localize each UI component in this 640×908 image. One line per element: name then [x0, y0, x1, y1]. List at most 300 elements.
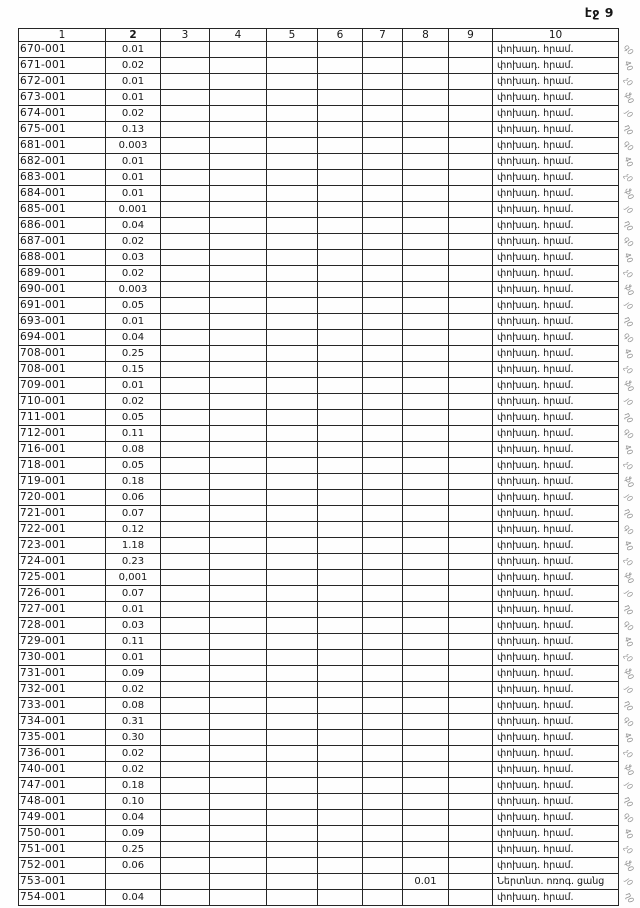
cell-empty-4 — [210, 698, 267, 714]
cell-empty-9 — [449, 714, 493, 730]
cell-empty-9 — [449, 602, 493, 618]
cell-empty-4 — [210, 122, 267, 138]
handwritten-mark: չ0 — [622, 747, 635, 760]
cell-code: 685-001 — [19, 202, 106, 218]
table-row — [19, 842, 639, 858]
cell-note: փոխադ. հրամ. — [493, 378, 619, 394]
cell-empty-4 — [210, 490, 267, 506]
cell-empty-6 — [318, 554, 363, 570]
handwritten-mark: ֆ0 — [622, 282, 636, 297]
cell-note: փոխադ. հրամ. — [493, 858, 619, 874]
cell-value-8 — [403, 138, 449, 154]
cell-empty-3 — [161, 554, 210, 570]
cell-empty-4 — [210, 554, 267, 570]
cell-empty-7 — [363, 858, 403, 874]
cell-empty-7 — [363, 554, 403, 570]
cell-empty-7 — [363, 442, 403, 458]
data-table — [18, 28, 639, 906]
cell-empty-3 — [161, 362, 210, 378]
cell-value-8 — [403, 330, 449, 346]
cell-code: 684-001 — [19, 186, 106, 202]
cell-code: 740-001 — [19, 762, 106, 778]
cell-note: փոխադ. հրամ. — [493, 682, 619, 698]
cell-empty-4 — [210, 650, 267, 666]
cell-empty-7 — [363, 890, 403, 906]
cell-empty-9 — [449, 106, 493, 122]
cell-note: փոխադ. հրամ. — [493, 506, 619, 522]
cell-empty-6 — [318, 202, 363, 218]
cell-value-2: 0.12 — [106, 522, 161, 538]
margin-mark — [619, 442, 639, 458]
cell-empty-5 — [267, 538, 318, 554]
page-number: էջ 9 — [584, 5, 614, 20]
cell-empty-6 — [318, 154, 363, 170]
handwritten-mark: յ0 — [623, 588, 635, 600]
cell-note: փոխադ. հրամ. — [493, 554, 619, 570]
cell-empty-5 — [267, 810, 318, 826]
cell-empty-3 — [161, 170, 210, 186]
cell-empty-9 — [449, 762, 493, 778]
cell-note: փոխադ. հրամ. — [493, 698, 619, 714]
table-row — [19, 218, 639, 234]
margin-mark — [619, 490, 639, 506]
cell-value-8 — [403, 810, 449, 826]
cell-empty-7 — [363, 778, 403, 794]
cell-value-2 — [106, 874, 161, 890]
cell-empty-3 — [161, 874, 210, 890]
margin-mark — [619, 186, 639, 202]
cell-empty-9 — [449, 522, 493, 538]
margin-mark — [619, 474, 639, 490]
cell-note: փոխադ. հրամ. — [493, 90, 619, 106]
cell-empty-3 — [161, 106, 210, 122]
cell-value-8 — [403, 298, 449, 314]
cell-value-8 — [403, 490, 449, 506]
table-row — [19, 282, 639, 298]
cell-note: փոխադ. հրամ. — [493, 602, 619, 618]
cell-empty-7 — [363, 826, 403, 842]
cell-empty-5 — [267, 586, 318, 602]
cell-value-8 — [403, 170, 449, 186]
cell-empty-4 — [210, 890, 267, 906]
cell-note: փոխադ. հրամ. — [493, 842, 619, 858]
cell-value-8 — [403, 394, 449, 410]
cell-empty-3 — [161, 490, 210, 506]
handwritten-mark: 40 — [622, 443, 636, 457]
margin-mark — [619, 170, 639, 186]
cell-empty-4 — [210, 202, 267, 218]
cell-empty-6 — [318, 90, 363, 106]
cell-note: փոխադ. հրամ. — [493, 58, 619, 74]
column-header: 10 — [493, 29, 619, 42]
cell-value-2: 0.02 — [106, 58, 161, 74]
cell-value-2: 0.01 — [106, 154, 161, 170]
cell-value-8 — [403, 666, 449, 682]
cell-value-8 — [403, 506, 449, 522]
handwritten-mark: յ0 — [623, 684, 635, 696]
cell-empty-6 — [318, 826, 363, 842]
cell-code: 727-001 — [19, 602, 106, 618]
cell-empty-6 — [318, 698, 363, 714]
cell-empty-3 — [161, 202, 210, 218]
cell-empty-7 — [363, 58, 403, 74]
cell-empty-5 — [267, 202, 318, 218]
cell-empty-4 — [210, 474, 267, 490]
cell-note: փոխադ. հրամ. — [493, 730, 619, 746]
cell-empty-7 — [363, 586, 403, 602]
cell-empty-6 — [318, 426, 363, 442]
cell-empty-6 — [318, 650, 363, 666]
margin-mark — [619, 458, 639, 474]
margin-mark — [619, 346, 639, 362]
cell-empty-3 — [161, 394, 210, 410]
cell-empty-5 — [267, 890, 318, 906]
cell-empty-4 — [210, 314, 267, 330]
cell-empty-3 — [161, 506, 210, 522]
cell-empty-5 — [267, 378, 318, 394]
cell-empty-7 — [363, 618, 403, 634]
cell-empty-3 — [161, 762, 210, 778]
cell-value-8 — [403, 186, 449, 202]
cell-empty-9 — [449, 666, 493, 682]
cell-empty-4 — [210, 346, 267, 362]
cell-value-2: 0.02 — [106, 682, 161, 698]
cell-note: փոխադ. հրամ. — [493, 618, 619, 634]
cell-empty-6 — [318, 138, 363, 154]
cell-empty-5 — [267, 874, 318, 890]
cell-empty-7 — [363, 666, 403, 682]
cell-value-8 — [403, 74, 449, 90]
margin-mark — [619, 698, 639, 714]
cell-empty-6 — [318, 282, 363, 298]
handwritten-mark: ֆ0 — [622, 186, 636, 201]
cell-empty-7 — [363, 762, 403, 778]
handwritten-mark: յ0 — [623, 300, 635, 312]
cell-code: 693-001 — [19, 314, 106, 330]
margin-mark — [619, 234, 639, 250]
cell-empty-4 — [210, 442, 267, 458]
cell-empty-3 — [161, 746, 210, 762]
cell-empty-7 — [363, 42, 403, 58]
cell-empty-5 — [267, 298, 318, 314]
cell-value-2: 0.05 — [106, 458, 161, 474]
cell-empty-4 — [210, 810, 267, 826]
cell-empty-7 — [363, 394, 403, 410]
cell-empty-6 — [318, 810, 363, 826]
table-row — [19, 330, 639, 346]
table-row — [19, 890, 639, 906]
cell-empty-6 — [318, 842, 363, 858]
cell-empty-4 — [210, 858, 267, 874]
cell-empty-5 — [267, 730, 318, 746]
cell-value-8 — [403, 122, 449, 138]
cell-code: 690-001 — [19, 282, 106, 298]
handwritten-mark: 40 — [622, 539, 636, 553]
handwritten-mark: 40 — [622, 827, 636, 841]
handwritten-mark: 40 — [622, 347, 636, 361]
cell-empty-3 — [161, 826, 210, 842]
cell-code: 733-001 — [19, 698, 106, 714]
cell-empty-4 — [210, 730, 267, 746]
cell-value-8 — [403, 202, 449, 218]
cell-empty-6 — [318, 778, 363, 794]
cell-code: 752-001 — [19, 858, 106, 874]
cell-value-8 — [403, 266, 449, 282]
cell-empty-7 — [363, 218, 403, 234]
cell-empty-5 — [267, 458, 318, 474]
cell-value-2: 0.02 — [106, 266, 161, 282]
cell-empty-3 — [161, 586, 210, 602]
table-row — [19, 58, 639, 74]
cell-value-8 — [403, 618, 449, 634]
handwritten-mark: գ0 — [622, 42, 636, 57]
cell-empty-6 — [318, 298, 363, 314]
cell-empty-3 — [161, 858, 210, 874]
cell-empty-6 — [318, 586, 363, 602]
cell-empty-6 — [318, 442, 363, 458]
table-row — [19, 810, 639, 826]
handwritten-mark: յ0 — [623, 108, 635, 120]
cell-empty-9 — [449, 506, 493, 522]
cell-value-8 — [403, 218, 449, 234]
cell-empty-5 — [267, 474, 318, 490]
cell-value-2: 0.02 — [106, 106, 161, 122]
cell-value-2: 0.23 — [106, 554, 161, 570]
cell-empty-9 — [449, 874, 493, 890]
margin-mark — [619, 42, 639, 58]
cell-empty-3 — [161, 266, 210, 282]
cell-empty-4 — [210, 218, 267, 234]
cell-value-8 — [403, 842, 449, 858]
cell-value-8 — [403, 426, 449, 442]
cell-code: 672-001 — [19, 74, 106, 90]
cell-note: փոխադ. հրամ. — [493, 106, 619, 122]
cell-empty-9 — [449, 282, 493, 298]
cell-empty-9 — [449, 442, 493, 458]
handwritten-mark: յ0 — [623, 780, 635, 792]
cell-value-8 — [403, 282, 449, 298]
cell-value-2: 0.25 — [106, 346, 161, 362]
cell-value-8 — [403, 154, 449, 170]
cell-empty-9 — [449, 586, 493, 602]
table-row — [19, 346, 639, 362]
cell-code: 691-001 — [19, 298, 106, 314]
cell-empty-7 — [363, 650, 403, 666]
cell-empty-6 — [318, 730, 363, 746]
cell-empty-4 — [210, 458, 267, 474]
cell-empty-4 — [210, 762, 267, 778]
cell-empty-7 — [363, 346, 403, 362]
cell-code: 730-001 — [19, 650, 106, 666]
cell-value-2: 0.01 — [106, 602, 161, 618]
cell-empty-6 — [318, 490, 363, 506]
cell-value-8 — [403, 522, 449, 538]
margin-mark — [619, 826, 639, 842]
cell-code: 673-001 — [19, 90, 106, 106]
cell-empty-3 — [161, 426, 210, 442]
handwritten-mark: գ0 — [622, 426, 636, 441]
margin-mark — [619, 554, 639, 570]
cell-empty-7 — [363, 842, 403, 858]
cell-value-2: 0.03 — [106, 250, 161, 266]
table-row — [19, 250, 639, 266]
handwritten-mark: չ0 — [622, 267, 635, 280]
cell-empty-6 — [318, 538, 363, 554]
cell-empty-3 — [161, 58, 210, 74]
table-row — [19, 714, 639, 730]
cell-empty-9 — [449, 650, 493, 666]
cell-empty-4 — [210, 410, 267, 426]
cell-note: փոխադ. հրամ. — [493, 170, 619, 186]
cell-empty-5 — [267, 250, 318, 266]
handwritten-mark: ֆ0 — [622, 858, 636, 873]
cell-value-2: 0.09 — [106, 666, 161, 682]
table-row — [19, 74, 639, 90]
cell-empty-7 — [363, 474, 403, 490]
handwritten-mark: յ0 — [623, 204, 635, 216]
table-row — [19, 42, 639, 58]
cell-note: փոխադ. հրամ. — [493, 42, 619, 58]
margin-mark — [619, 618, 639, 634]
cell-value-2: 0.04 — [106, 330, 161, 346]
cell-empty-4 — [210, 794, 267, 810]
margin-mark — [619, 714, 639, 730]
cell-empty-4 — [210, 378, 267, 394]
table-body — [19, 42, 639, 906]
handwritten-mark: ղ0 — [622, 795, 636, 809]
cell-empty-5 — [267, 490, 318, 506]
cell-empty-4 — [210, 74, 267, 90]
margin-mark — [619, 106, 639, 122]
cell-code: 708-001 — [19, 346, 106, 362]
handwritten-mark: գ0 — [622, 522, 636, 537]
cell-empty-3 — [161, 186, 210, 202]
table-row — [19, 314, 639, 330]
cell-empty-9 — [449, 138, 493, 154]
cell-empty-6 — [318, 794, 363, 810]
cell-empty-6 — [318, 378, 363, 394]
cell-note: փոխադ. հրամ. — [493, 298, 619, 314]
cell-value-8 — [403, 826, 449, 842]
cell-value-8 — [403, 554, 449, 570]
cell-empty-9 — [449, 170, 493, 186]
handwritten-mark: չ0 — [622, 555, 635, 568]
handwritten-mark: ֆ0 — [622, 570, 636, 585]
cell-empty-3 — [161, 778, 210, 794]
cell-empty-5 — [267, 42, 318, 58]
cell-empty-7 — [363, 506, 403, 522]
cell-empty-5 — [267, 410, 318, 426]
cell-empty-5 — [267, 666, 318, 682]
cell-empty-5 — [267, 346, 318, 362]
cell-empty-4 — [210, 426, 267, 442]
column-header: 2 — [106, 29, 161, 42]
table-row — [19, 762, 639, 778]
cell-value-2: 0.18 — [106, 778, 161, 794]
cell-empty-4 — [210, 42, 267, 58]
cell-code: 731-001 — [19, 666, 106, 682]
cell-empty-7 — [363, 538, 403, 554]
cell-empty-3 — [161, 666, 210, 682]
cell-empty-7 — [363, 170, 403, 186]
cell-empty-4 — [210, 266, 267, 282]
cell-empty-7 — [363, 682, 403, 698]
cell-code: 689-001 — [19, 266, 106, 282]
margin-mark — [619, 570, 639, 586]
table-row — [19, 602, 639, 618]
cell-note: փոխադ. հրամ. — [493, 794, 619, 810]
cell-empty-6 — [318, 458, 363, 474]
cell-empty-9 — [449, 426, 493, 442]
cell-empty-9 — [449, 90, 493, 106]
cell-note: փոխադ. հրամ. — [493, 426, 619, 442]
cell-value-8 — [403, 858, 449, 874]
table-row — [19, 154, 639, 170]
column-header: 6 — [318, 29, 363, 42]
table-row — [19, 522, 639, 538]
cell-value-8 — [403, 442, 449, 458]
cell-empty-5 — [267, 506, 318, 522]
margin-mark — [619, 138, 639, 154]
cell-empty-3 — [161, 122, 210, 138]
cell-value-2: 0.01 — [106, 650, 161, 666]
cell-empty-3 — [161, 90, 210, 106]
cell-value-8 — [403, 42, 449, 58]
cell-empty-5 — [267, 74, 318, 90]
cell-empty-5 — [267, 682, 318, 698]
cell-empty-4 — [210, 298, 267, 314]
cell-empty-9 — [449, 570, 493, 586]
cell-code: 729-001 — [19, 634, 106, 650]
cell-code: 687-001 — [19, 234, 106, 250]
cell-code: 682-001 — [19, 154, 106, 170]
cell-value-2: 0.001 — [106, 202, 161, 218]
cell-value-8: 0.01 — [403, 874, 449, 890]
cell-code: 681-001 — [19, 138, 106, 154]
cell-empty-5 — [267, 330, 318, 346]
cell-empty-7 — [363, 234, 403, 250]
cell-value-2: 0.30 — [106, 730, 161, 746]
handwritten-mark: ղ0 — [622, 315, 636, 329]
cell-empty-9 — [449, 122, 493, 138]
margin-mark — [619, 154, 639, 170]
cell-empty-6 — [318, 874, 363, 890]
cell-empty-5 — [267, 266, 318, 282]
cell-empty-7 — [363, 570, 403, 586]
margin-mark — [619, 378, 639, 394]
cell-note: փոխադ. հրամ. — [493, 394, 619, 410]
cell-value-2: 0.07 — [106, 586, 161, 602]
cell-empty-5 — [267, 698, 318, 714]
cell-empty-9 — [449, 362, 493, 378]
margin-mark — [619, 250, 639, 266]
cell-empty-9 — [449, 682, 493, 698]
cell-value-2: 0.01 — [106, 170, 161, 186]
margin-mark — [619, 666, 639, 682]
cell-note: փոխադ. հրամ. — [493, 282, 619, 298]
cell-empty-6 — [318, 890, 363, 906]
cell-note: փոխադ. հրամ. — [493, 266, 619, 282]
handwritten-mark: ղ0 — [622, 507, 636, 521]
cell-empty-3 — [161, 442, 210, 458]
cell-empty-7 — [363, 74, 403, 90]
cell-note: փոխադ. հրամ. — [493, 314, 619, 330]
cell-note: փոխադ. հրամ. — [493, 890, 619, 906]
cell-code: 694-001 — [19, 330, 106, 346]
table-row — [19, 202, 639, 218]
margin-mark — [619, 506, 639, 522]
cell-empty-6 — [318, 602, 363, 618]
